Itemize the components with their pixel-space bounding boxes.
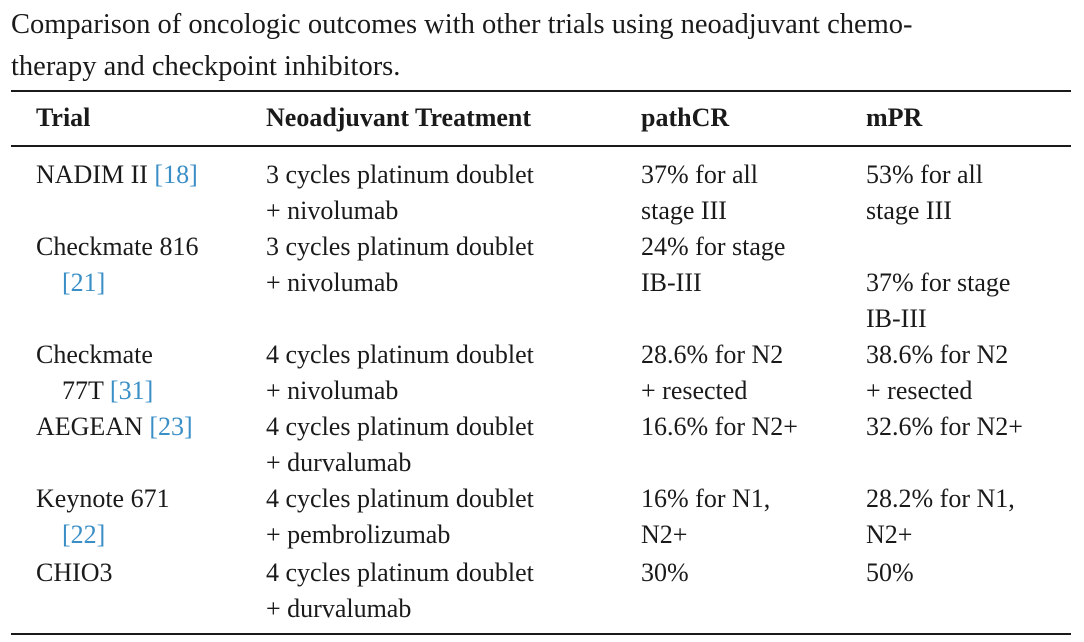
header-mpr: mPR: [866, 103, 923, 132]
citation-link[interactable]: [21]: [62, 268, 106, 297]
table-row-1-pathcr: 37% for all stage III: [641, 160, 758, 225]
table-row-1-trial: [36, 157, 198, 193]
table-row-6-trial: [36, 555, 113, 591]
table-row-3-treatment: 4 cycles platinum doublet + nivolumab: [266, 340, 534, 405]
table-row-2-treatment: 3 cycles platinum doublet + nivolumab: [266, 232, 534, 297]
table-row-6-treatment: 4 cycles platinum doublet + durvalumab: [266, 558, 534, 623]
table-row-4-trial: [36, 409, 193, 445]
table-caption: [11, 4, 1073, 88]
table-row-3-trial: Checkmate 77T [31]: [36, 337, 153, 409]
table-row-5-trial: [36, 481, 170, 553]
caption-line-1: Comparison of oncologic outcomes with other trials using neoadjuvant chemo-: [11, 9, 913, 40]
header-treatment: Neoadjuvant Treatment: [266, 103, 532, 132]
citation-link[interactable]: [18]: [154, 160, 198, 189]
trial-name: Keynote 671: [36, 484, 170, 513]
table-row-1-mpr: 53% for all stage III: [866, 160, 983, 225]
table-row-4-pathcr: 16.6% for N2+: [641, 412, 798, 441]
citation-link[interactable]: [31]: [109, 376, 154, 405]
table-row-3-pathcr: 28.6% for N2 + resected: [641, 340, 784, 405]
table-header-rule: [11, 145, 1071, 147]
header-pathcr: pathCR: [641, 103, 730, 132]
header-trial: Trial: [36, 103, 91, 132]
trial-name: AEGEAN: [36, 412, 150, 441]
table-row-2-trial: [36, 229, 198, 301]
trial-name: Checkmate: [36, 340, 153, 369]
table-row-4-treatment: 4 cycles platinum doublet + durvalumab: [266, 412, 534, 477]
citation-link[interactable]: [22]: [62, 520, 106, 549]
table-row-4-mpr: 32.6% for N2+: [866, 412, 1023, 441]
table-row-3-mpr: 38.6% for N2 + resected: [866, 340, 1009, 405]
table-row-5-pathcr: 16% for N1, N2+: [641, 484, 771, 549]
trial-name: CHIO3: [36, 558, 113, 587]
trial-name: NADIM II: [36, 160, 155, 189]
table-row-5-treatment: 4 cycles platinum doublet + pembrolizumab: [266, 484, 534, 549]
table-row-2-mpr: 37% for stage IB-III: [866, 268, 1011, 333]
table-row-2-pathcr: 24% for stage IB-III: [641, 232, 786, 297]
caption-line-2: therapy and checkpoint inhibitors.: [11, 51, 401, 82]
table-row-1-treatment: 3 cycles platinum doublet + nivolumab: [266, 160, 534, 225]
trial-name: Checkmate 816: [36, 232, 199, 261]
table-row-6-pathcr: 30%: [641, 558, 689, 587]
table-row-6-mpr: 50%: [866, 558, 914, 587]
table-bottom-rule: [11, 633, 1071, 635]
citation-link[interactable]: [23]: [149, 412, 193, 441]
table-top-rule: [11, 90, 1071, 92]
table-row-5-mpr: 28.2% for N1, N2+: [866, 484, 1015, 549]
